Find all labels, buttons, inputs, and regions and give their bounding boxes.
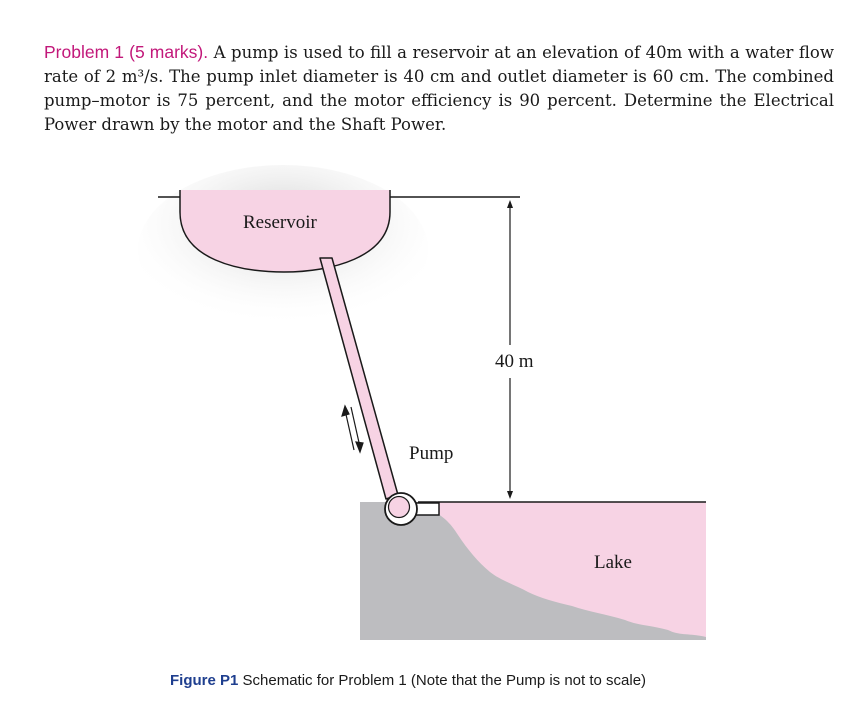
figure-caption-text: Schematic for Problem 1 (Note that the Pump is not to scale) [238,672,647,689]
problem-heading: Problem 1 (5 marks). [44,42,209,62]
pump-outlet [416,503,439,515]
lake-label: Lake [594,552,632,573]
pump-inner-icon [389,497,410,518]
pump-label: Pump [409,443,454,464]
problem-body: A pump is used to fill a reservoir at an elevation of 40m with a water flow rate of 2 m³/s. The pump inlet diameter is 40 cm and outlet diameter is 60 cm. The combined pump–motor is 75 percent, and the motor efficiency is 90 percent. Determine the Electrical Power drawn by the motor and the Shaft Power. [44,43,834,134]
figure-caption-label: Figure P1 [170,672,239,689]
flow-arrows [342,406,363,452]
height-label: 40 m [495,351,534,372]
reservoir-label: Reservoir [243,212,317,233]
figure-caption [170,672,830,689]
